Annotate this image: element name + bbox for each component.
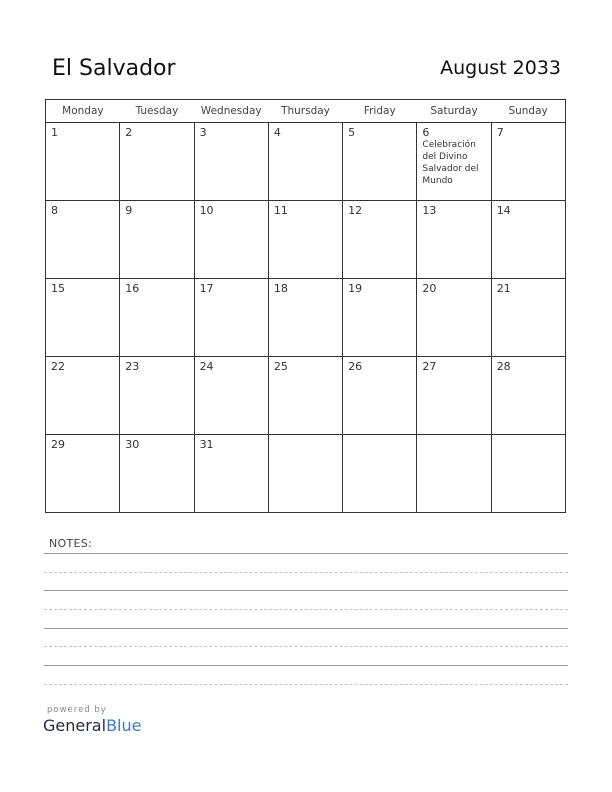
day-cell xyxy=(417,201,491,279)
day-number: 5 xyxy=(348,126,356,139)
day-cell xyxy=(417,357,491,435)
day-number: 28 xyxy=(496,360,511,373)
notes-line xyxy=(44,572,568,573)
brand-logo xyxy=(43,716,141,735)
day-number: 23 xyxy=(125,360,140,373)
weekday-saturday: Saturday xyxy=(417,100,491,123)
brand-blue: Blue xyxy=(106,716,142,735)
day-cell xyxy=(268,357,342,435)
day-number: 15 xyxy=(51,282,65,295)
day-cell xyxy=(46,279,120,357)
day-cell xyxy=(194,123,268,201)
day-cell xyxy=(268,435,342,513)
calendar-grid xyxy=(45,99,566,513)
day-number: 10 xyxy=(199,204,214,217)
weekday-thursday: Thursday xyxy=(268,100,342,123)
day-number: 19 xyxy=(348,282,363,295)
day-cell xyxy=(268,123,342,201)
day-cell xyxy=(343,201,417,279)
day-cell xyxy=(120,435,194,513)
day-number: 20 xyxy=(422,282,437,295)
weekday-monday: Monday xyxy=(46,100,120,123)
day-number: 1 xyxy=(51,126,58,139)
day-number: 6 xyxy=(422,126,430,139)
notes-line xyxy=(44,646,568,647)
day-cell xyxy=(194,201,268,279)
day-number: 9 xyxy=(125,204,133,217)
day-cell xyxy=(417,279,491,357)
day-cell xyxy=(491,279,565,357)
holiday-label: Celebración del Divino Salvador del Mundo xyxy=(422,140,479,186)
powered-by-text: powered by xyxy=(47,705,107,715)
weekday-friday: Friday xyxy=(343,100,417,123)
weekday-wednesday: Wednesday xyxy=(194,100,268,123)
day-number: 24 xyxy=(199,360,214,373)
calendar-body xyxy=(46,123,566,513)
day-cell xyxy=(46,123,120,201)
day-cell xyxy=(120,279,194,357)
day-number: 13 xyxy=(422,204,437,217)
day-cell xyxy=(120,201,194,279)
day-number: 4 xyxy=(273,126,281,139)
day-cell xyxy=(343,123,417,201)
weekday-sunday: Sunday xyxy=(491,100,565,123)
brand-general: General xyxy=(43,716,107,735)
week-row xyxy=(46,201,566,279)
day-cell xyxy=(343,435,417,513)
day-number: 11 xyxy=(273,204,288,217)
day-number: 30 xyxy=(125,438,140,451)
day-number: 26 xyxy=(348,360,363,373)
week-row xyxy=(46,435,566,513)
day-number: 27 xyxy=(422,360,437,373)
day-cell xyxy=(194,357,268,435)
notes-line xyxy=(44,590,568,591)
day-cell xyxy=(491,435,565,513)
day-number: 31 xyxy=(199,438,214,451)
day-cell xyxy=(120,357,194,435)
notes-line xyxy=(44,609,568,610)
day-cell xyxy=(268,201,342,279)
week-row xyxy=(46,123,566,201)
country-title: El Salvador xyxy=(52,56,176,81)
week-row xyxy=(46,279,566,357)
day-number: 16 xyxy=(125,282,140,295)
day-number: 14 xyxy=(496,204,511,217)
day-cell xyxy=(194,435,268,513)
day-number: 17 xyxy=(199,282,214,295)
day-number: 21 xyxy=(496,282,511,295)
day-cell xyxy=(268,279,342,357)
notes-label: NOTES: xyxy=(49,537,93,550)
day-number: 3 xyxy=(199,126,207,139)
day-number: 18 xyxy=(273,282,288,295)
day-cell xyxy=(120,123,194,201)
day-cell xyxy=(46,357,120,435)
day-cell xyxy=(343,357,417,435)
day-cell xyxy=(491,201,565,279)
day-number: 22 xyxy=(51,360,65,373)
notes-line xyxy=(44,665,568,666)
day-number: 12 xyxy=(348,204,363,217)
notes-line xyxy=(44,684,568,685)
weekday-tuesday: Tuesday xyxy=(120,100,194,123)
day-cell xyxy=(417,435,491,513)
day-cell xyxy=(343,279,417,357)
day-number: 29 xyxy=(51,438,65,451)
week-row xyxy=(46,357,566,435)
weekday-header-row xyxy=(46,100,566,123)
day-cell xyxy=(46,201,120,279)
day-cell xyxy=(46,435,120,513)
day-number: 7 xyxy=(496,126,504,139)
notes-line xyxy=(44,628,568,629)
day-cell xyxy=(194,279,268,357)
notes-line xyxy=(44,553,568,554)
day-cell xyxy=(491,357,565,435)
month-title: August 2033 xyxy=(440,57,561,79)
day-cell xyxy=(491,123,565,201)
day-cell xyxy=(417,123,491,201)
day-number: 25 xyxy=(273,360,288,373)
day-number: 2 xyxy=(125,126,133,139)
day-number: 8 xyxy=(51,204,58,217)
